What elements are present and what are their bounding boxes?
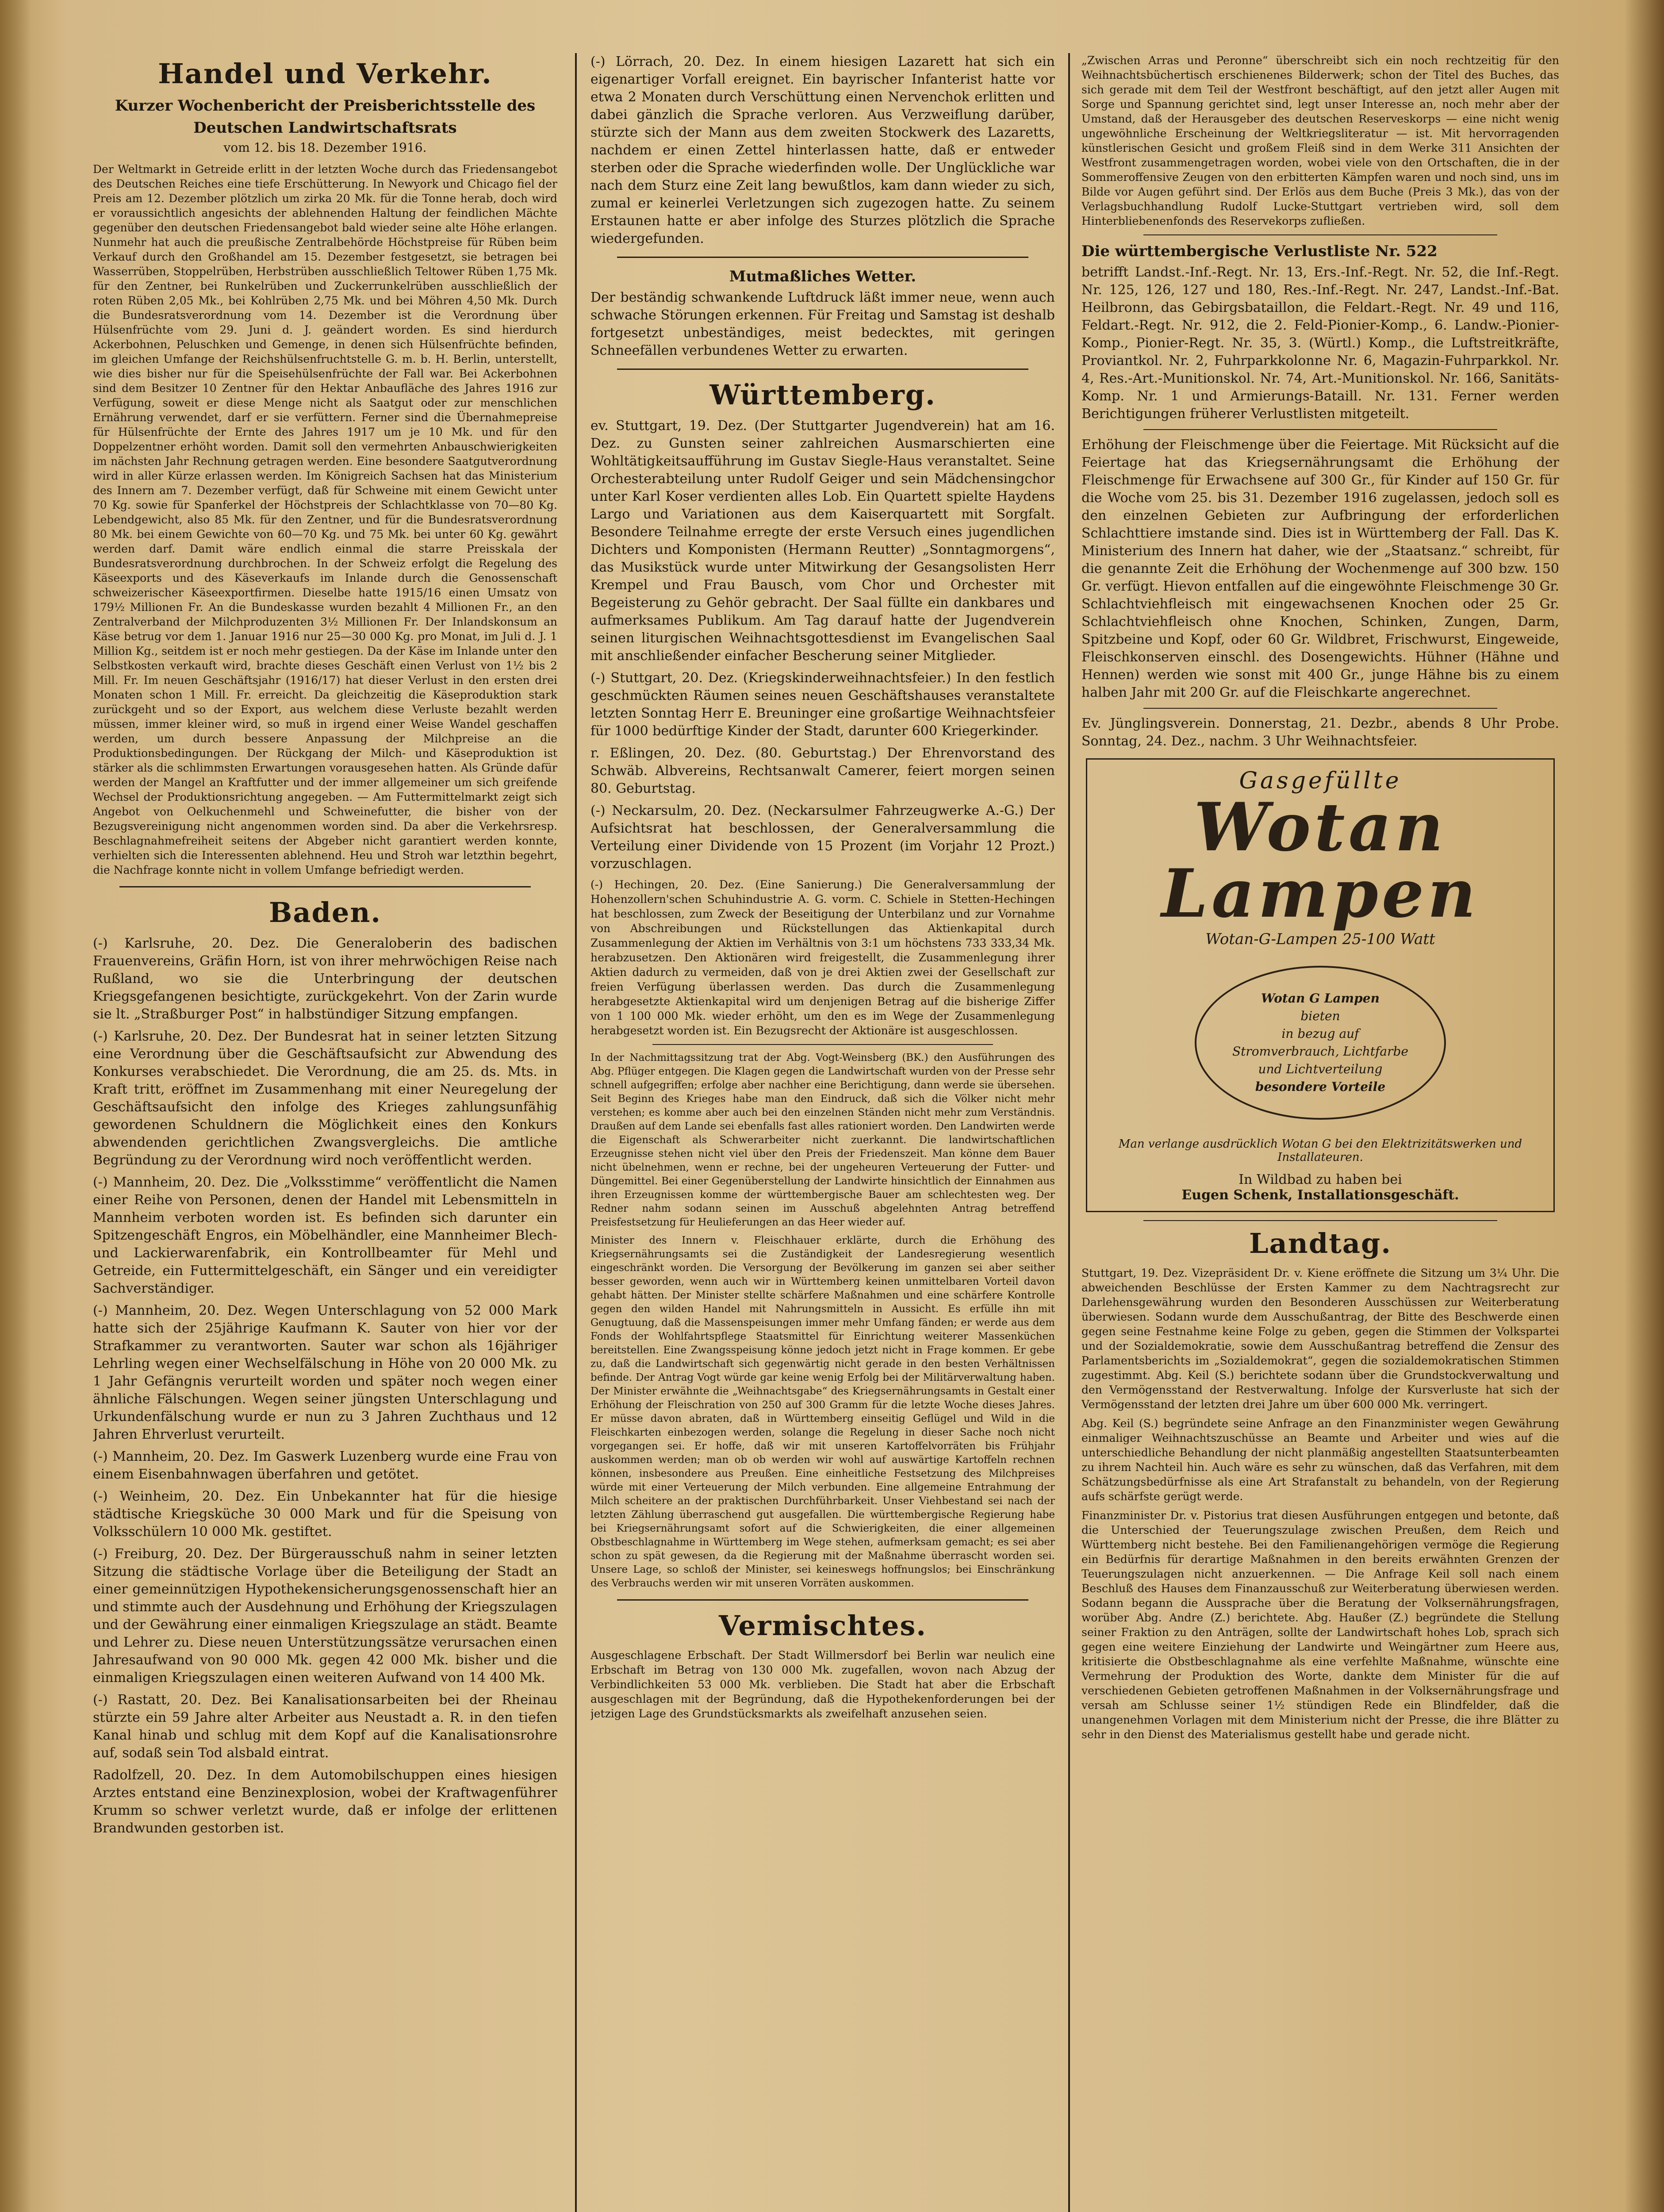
ad-oval-line-1: Wotan G Lampen [1261, 991, 1380, 1006]
weather-title: Mutmaßliches Wetter. [729, 268, 916, 285]
article-stuttgart-kriegskinder: (-) Stuttgart, 20. Dez. (Kriegskinderweihnachtsfeier.) In den festlich geschmückten Räumen seines neuen Geschäftshauses veranstaltete letzten Sonntag Herr E. Breuninger eine großartige Weihnachtsfeier für 1000 bedürftige Kinder der Stadt, darunter 600 Kriegerkinder. [590, 670, 1055, 739]
column-rule-1 [575, 53, 577, 2212]
article-landtag-1: Stuttgart, 19. Dez. Vizepräsident Dr. v. Kiene eröffnete die Sitzung um 3¼ Uhr. Die abweichenden Beschlüsse der Ersten Kammer zu dem Nachtragsrecht zur Darlehensgewährung wurden den Besonderen Ausschüssen zur Weiterberatung überwiesen. Sodann wurde dem Ausschußantrag, der Bitte des Beschwerde einen gegen seine Festnahme keine Folge zu geben, gegen die Stimmen der Volkspartei und der Sozialdemokratie, sowie dem Ausschußantrag betreffend die Zensur des Parlamentsberichts im „Sozialdemokrat“, gegen die sozialdemokratischen Stimmen zugestimmt. Abg. Keil (S.) berichtete sodann über die Grundstockverwaltung und den Vermögensstand der Restverwaltung. Infolge der Kursverluste hat sich der Vermögensstand der letzten drei Jahre um über 600 000 Mk. verringert. [1081, 1267, 1559, 1411]
article-rastatt: (-) Rastatt, 20. Dez. Bei Kanalisationsarbeiten bei der Rheinau stürzte ein 59 Jahre alter Arbeiter aus Neustadt a. R. in den tiefen Kanal hinab und schlug mit dem Kopf auf die Kanalisationsrohre auf, sodaß sein Tod alsbald eintrat. [93, 1692, 557, 1761]
ad-oval-line-3: in bezug auf [1281, 1026, 1359, 1041]
ad-footnote: Man verlange ausdrücklich Wotan G bei den Elektrizitätswerken und Installateuren. [1118, 1137, 1522, 1164]
section-title-wuerttemberg: Württemberg. [709, 379, 936, 411]
section-title-baden: Baden. [268, 896, 382, 929]
article-mannheim-3: (-) Mannheim, 20. Dez. Im Gaswerk Luzenberg wurde eine Frau von einem Eisenbahnwagen überfahren und getötet. [93, 1449, 557, 1482]
article-freiburg: (-) Freiburg, 20. Dez. Der Bürgerausschuß nahm in seiner letzten Sitzung die städtische Vorlage über die Beteiligung der Stadt an einer gemeinnützigen Hypothekensicherungsgenossenschaft hier an und stimmte auch der Ausdehnung und Erhöhung der Kriegszulagen und der Gewährung einer einmaligen Kriegszulage an städt. Beamte und Lehrer zu. Diese neuen Unterstützungssätze verursachen einen Jahresaufwand von 90 000 Mk. gegen 42 000 Mk. bisher und die einmaligen Kriegszulagen einen weiteren Aufwand von 14 400 Mk. [93, 1546, 557, 1686]
section-title-landtag: Landtag. [1249, 1227, 1392, 1260]
ad-brand-lampen: Lampen [1161, 855, 1480, 933]
divider [617, 369, 1028, 370]
report-subtitle-1: Kurzer Wochenbericht der Preisberichtsstelle des [115, 97, 536, 115]
article-fleischmenge: Erhöhung der Fleischmenge über die Feiertage. Mit Rücksicht auf die Feiertage hat das Kriegsernährungsamt die Erhöhung der Fleischmenge für Erwachsene auf 300 Gr., für Kinder auf 150 Gr. für die Woche vom 25. bis 31. Dezember 1916 zugelassen, jedoch soll es den einzelnen Gebieten zur Aufbringung der erforderlichen Schlachttiere imstande sind. Dies ist in Württemberg der Fall. Das K. Ministerium des Innern hat daher, wie der „Staatsanz.“ schreibt, für die genannte Zeit die Erhöhung der Wochenmenge auf 300 bzw. 150 Gr. verfügt. Hievon entfallen auf die eingewöhnte Fleischmenge 30 Gr. Schlachtviehfleisch mit eingewachsenen Knochen oder 25 Gr. Schlachtviehfleisch ohne Knochen, Schinken, Zungen, Darm, Spitzbeine und Kopf, oder 60 Gr. Wildbret, Frischwurst, Eingeweide, Fleischkonserven einschl. des Dosengewichts. Hühner (Hähne und Hennen) werden wie sonst mit 400 Gr., junge Hähne bis zu einem halben Jahr mit 200 Gr. auf die Fleischkarte angerechnet. [1081, 437, 1559, 700]
verlustliste-title: Die württembergische Verlustliste Nr. 522 [1081, 242, 1438, 260]
notice-juenglingsverein: Ev. Jünglingsverein. Donnerstag, 21. Dezbr., abends 8 Uhr Probe. Sonntag, 24. Dez., nachm. 3 Uhr Weihnachtsfeier. [1081, 716, 1559, 749]
column-2 [590, 53, 1055, 2212]
article-stuttgart-jugendverein: ev. Stuttgart, 19. Dez. (Der Stuttgarter Jugendverein) hat am 16. Dez. zu Gunsten seiner zahlreichen Ausmarschierten eine Wohltätigkeitsaufführung im Gustav Siegle-Haus veranstaltet. Seine Orchesterabteilung unter Rudolf Geiger und sein Mädchensingchor unter Karl Koser verdienten alles Lob. Ein Quartett spielte Haydens Largo und Variationen aus dem Kaiserquartett mit Sorgfalt. Besondere Teilnahme erregte der erste Versuch eines jugendlichen Dichters und Komponisten (Hermann Reutter) „Sonntagmorgens“, das Musikstück wurde unter Mitwirkung der Gesangsolisten Herr Krempel und Frau Bausch, vom Chor und Orchester mit Begeisterung zu Gehör gebracht. Der Saal füllte ein dankbares und aufmerksames Publikum. Am Tag darauf hatte der Jugendverein seinen liturgischen Weihnachtsgottesdienst im Evangelischen Saal mit anschließender einfacher Bescherung seiner Mitglieder. [590, 418, 1055, 664]
ad-tagline: Gasgefüllte [1239, 768, 1402, 794]
divider [119, 886, 531, 887]
article-neckarsulm: (-) Neckarsulm, 20. Dez. (Neckarsulmer Fahrzeugwerke A.-G.) Der Aufsichtsrat hat beschlossen, der Generalversammlung die Verteilung einer Dividende von 15 Prozent (im Vorjahr 12 Prozt.) vorzuschlagen. [590, 803, 1055, 872]
page-edge-left [0, 0, 31, 2212]
article-karlsruhe-2: (-) Karlsruhe, 20. Dez. Der Bundesrat hat in seiner letzten Sitzung eine Verordnung über die Geschäftsaufsicht zur Abwendung des Konkurses verabschiedet. Die Verordnung, die am 25. ds. Mts. in Kraft tritt, eröffnet im Zusammenhang mit einer Neuregelung der Geschäftsaufsicht den infolge des Krieges zahlungsunfähig gewordenen Schuldnern die Möglichkeit eines den Konkurs abwendenden gerichtlichen Zwangsvergleichs. Die amtliche Begründung zu der Verordnung wird noch veröffentlicht werden. [93, 1029, 557, 1168]
article-landtag-2: Abg. Keil (S.) begründete seine Anfrage an den Finanzminister wegen Gewährung einmaliger Weihnachtszuschüsse an Beamte und Arbeiter und wies auf die unterschiedliche Behandlung der nicht planmäßig angestellten Staatsunterbeamten zu ihrem Nachteil hin. Auch wäre es sehr zu wünschen, daß das Verfahren, mit dem Schätzungsbedürfnisse als eine Art Strafanstalt zu behandeln, von der Regierung aufs schärfste gerügt werde. [1081, 1417, 1559, 1503]
ad-oval-line-4: Stromverbrauch, Lichtfarbe [1232, 1044, 1408, 1059]
report-date-range: vom 12. bis 18. Dezember 1916. [223, 140, 427, 155]
ad-dealer: Eugen Schenk, Installationsgeschäft. [1181, 1187, 1459, 1203]
ad-oval-badge [1195, 966, 1446, 1120]
article-esslingen: r. Eßlingen, 20. Dez. (80. Geburtstag.) Der Ehrenvorstand des Schwäb. Albvereins, Rechtsanwalt Camerer, feiert morgen seinen 80. Geburtstag. [590, 745, 1055, 796]
article-erbschaft: Ausgeschlagene Erbschaft. Der Stadt Willmersdorf bei Berlin war neulich eine Erbschaft im Betrag von 130 000 Mk. zugefallen, wovon nach Abzug der Verbindlichkeiten 53 000 Mk. verblieben. Die Stadt hat aber die Erbschaft ausgeschlagen mit der Begründung, daß die Hypothekenforderungen bei der jetzigen Lage des Grundstücksmarkts als zweifelhaft anzusehen seien. [590, 1649, 1055, 1720]
article-karlsruhe-1: (-) Karlsruhe, 20. Dez. Die Generaloberin des badischen Frauenvereins, Gräfin Horn, ist von ihrer mehrwöchigen Reise nach Rußland, wo sie die Unterbringung der deutschen Kriegsgefangenen besichtigte, zurückgekehrt. Von der Zarin wurde sie lt. „Straßburger Post“ in halbstündiger Sitzung empfangen. [93, 936, 557, 1022]
divider [617, 257, 1028, 258]
ad-oval-line-5: und Lichtverteilung [1258, 1062, 1383, 1076]
article-minister-fleischhauer: Minister des Innern v. Fleischhauer erklärte, durch die Erhöhung des Kriegsernährungsamts sei die Zuständigkeit der Landesregierung wesentlich eingeschränkt worden. Die Versorgung der Bevölkerung im ganzen sei aber seither besser geworden, wenn auch wir in Württemberg keinen unmittelbaren Vorteil davon gehabt hätten. Der Minister stellte schärfere Maßnahmen und eine schärfere Kontrolle gegen den wilden Handel mit Nahrungsmitteln in Aussicht. Es erfülle ihn mit Genugtuung, daß die Massenspeisungen immer mehr Umfang fänden; er werde aus dem Fonds der Wohlfahrtspflege Staatsmittel für Einrichtung weiterer Massenküchen bereitstellen. Eine Zwangsspeisung könne jedoch jetzt nicht in Frage kommen. Er gebe zu, daß die Landwirtschaft sich gegenwärtig nicht gerade in den besten Verhältnissen befinde. Der Antrag Vogt würde gar keine wenig Erfolg bei der Militärverwaltung haben. Der Minister erwähnte die „Weihnachtsgabe“ des Kriegsernährungsamts in Gestalt einer Erhöhung der Fleischration von 250 auf 300 Gramm für die letzte Woche dieses Jahres. Er müsse davon abraten, daß in Württemberg einseitig Geflügel und Wild in die Fleischkarten einbezogen werden, solange die Regelung in dieser Sache noch nicht vorgegangen sei. Er hoffe, daß wir mit unseren Kartoffelvorräten bis Frühjahr auskommen werden; man ob ob werden wir wohl auf auswärtige Kartoffeln rechnen können, insbesondere aus Preußen. Eine einheitliche Festsetzung des Milchpreises würde mit einer Verteuerung der Milch verbunden. Eine allgemeine Entrahmung der Milch scheitere an der praktischen Durchführbarkeit. Unser Viehbestand sei nach der letzten Zählung überraschend gut ausgefallen. Die württembergische Regierung habe bei Kriegsernährungsamt sofort auf die Schwierigkeiten, die einer allgemeinen Obstbeschlagnahme in Württemberg im Wege stehen, aufmerksam gemacht; es sei aber schon zu spät gewesen, da die Regierung mit der Maßnahme überrascht worden sei. Unsere Lage, so schloß der Minister, sei keineswegs hoffnungslos; bei Einschränkung des Verbrauchs werden wir mit unseren Vorräten auskommen. [590, 1235, 1055, 1589]
wotan-lamp-advertisement [1086, 758, 1555, 1212]
column-rule-2 [1068, 53, 1070, 2212]
divider [1143, 1220, 1497, 1221]
divider [1143, 429, 1497, 430]
ad-location: In Wildbad zu haben bei [1238, 1172, 1402, 1187]
verlustliste-text: betrifft Landst.-Inf.-Regt. Nr. 13, Ers.-Inf.-Regt. Nr. 52, die Inf.-Regt. Nr. 125, 126, 127 und 180, Res.-Inf.-Regt. Nr. 247, Landst.-Inf.-Bat. Heilbronn, das Gebirgsbataillon, die Feldart.-Regt. Nr. 49 und 116, Feldart.-Regt. Nr. 912, die 2. Feld-Pionier-Komp., 6. Landw.-Pionier-Komp., Pionier-Regt. Nr. 35, 3. (Würtl.) Komp., die Luftstreitkräfte, Proviantkol. Nr. 2, Fuhrparkkolonne Nr. 6, Magazin-Fuhrparkkol. Nr. 4, Res.-Art.-Munitionskol. Nr. 74, Art.-Munitionskol. Nr. 166, Sanitäts-Komp. Nr. 1 und Armierungs-Bataill. Nr. 131. Ferner werden Berichtigungen früherer Verlustlisten mitgeteilt. [1081, 265, 1559, 422]
divider [1143, 234, 1497, 235]
divider [617, 1599, 1028, 1601]
ad-watt-line: Wotan-G-Lampen 25-100 Watt [1205, 930, 1435, 948]
article-radolfzell: Radolfzell, 20. Dez. In dem Automobilschuppen eines hiesigen Arztes entstand eine Benzinexplosion, wobei der Kraftwagenführer Krumm so schwer verletzt wurde, daß er infolge der erlittenen Brandwunden gestorben ist. [93, 1767, 557, 1836]
article-arras-peronne: „Zwischen Arras und Peronne“ überschreibt sich ein noch rechtzeitig für den Weihnachtsbüchertisch erschienenes Bilderwerk; schon der Titel des Buches, das sich gerade mit dem Teil der Westfront beschäftigt, auf den jetzt aller Augen mit Sorge und Spannung gerichtet sind, legt unser Interesse an, noch mehr aber der Umstand, daß der Herausgeber des deutschen Reserveskorps — eine nicht wenig ungewöhnliche Erscheinung der Weltkriegsliteratur — ist. Mit hervorragenden künstlerischen Gesicht und großem Fleiß sind in dem Werke 311 Ansichten der Westfront zusammengetragen worden, wobei viele von den Ortschaften, die in der Sommeroffensive Zeugen von den erbitterten Kämpfen waren und noch sind, uns im Bilde vor Augen geführt sind. Der Erlös aus dem Buche (Preis 3 Mk.), das von der Verlagsbuchhandlung Rudolf Lucke-Stuttgart vertrieben wird, soll dem Hinterbliebenenfonds des Reservekorps zufließen. [1081, 54, 1559, 227]
weather-text: Der beständig schwankende Luftdruck läßt immer neue, wenn auch schwache Störungen erkennen. Für Freitag und Samstag ist deshalb fortgesetzt unbeständiges, meist bedecktes, mit geringen Schneefällen verbundenes Wetter zu erwarten. [590, 290, 1055, 358]
ad-oval-line-6: besondere Vorteile [1255, 1079, 1386, 1094]
article-nachmittagssitzung: In der Nachmittagssitzung trat der Abg. Vogt-Weinsberg (BK.) den Ausführungen des Abg. Pflüger entgegen. Die Klagen gegen die Landwirtschaft wurden von der Presse sehr schnell aufgegriffen; erfolge aber nachher eine Berichtigung, dann werde sie übersehen. Seit Beginn des Krieges habe man den Eindruck, daß sich die Völker nicht mehr verstehen; es komme aber auch bei den einzelnen Ständen nicht mehr zum Verständnis. Draußen auf dem Lande sei ebenfalls fast alles rationiert worden. Den Landwirten werde die Eigenschaft als Schwerarbeiter nicht zuerkannt. Die landwirtschaftlichen Erzeugnisse stehen nicht viel über den Preis der Friedenszeit. Man könne dem Bauer nicht übelnehmen, wenn er rechne, bei der ungeheuren Verteuerung der Futter- und Düngemittel. Bei einer Gegenüberstellung der Landwirte hinsichtlich der Einnahmen aus ihren Erzeugnissen komme der württembergische Bauer am schlechtesten weg. Der Redner nahm sodann seinen im Ausschuß abgelehnten Antrag betreffend Preisfestsetzung für Heulieferungen an das Heer wieder auf. [590, 1052, 1055, 1228]
divider [1143, 708, 1497, 709]
column-1 [93, 53, 557, 2212]
section-title-handel: Handel und Verkehr. [158, 58, 492, 90]
section-title-vermischtes: Vermischtes. [719, 1609, 927, 1642]
page-edge-right [1624, 0, 1664, 2212]
article-mannheim-2: (-) Mannheim, 20. Dez. Wegen Unterschlagung von 52 000 Mark hatte sich der 25jährige Kaufmann K. Sauter von hier vor der Strafkammer zu verantworten. Sauter war schon als 16jähriger Lehrling wegen einer Wechselfälschung in Höhe von 20 000 Mk. zu 1 Jahr Gefängnis verurteilt worden und später noch wegen einer ähnliche Fälschungen. Wegen seiner jüngsten Unterschlagung und Urkundenfälschung wurde er nun zu 3 Jahren Zuchthaus und 12 Jahren Ehrverlust verurteilt. [93, 1303, 557, 1442]
column-3 [1081, 53, 1559, 2212]
article-weinheim: (-) Weinheim, 20. Dez. Ein Unbekannter hat für die hiesige städtische Kriegsküche 30 000 Mark und für die Speisung von Volksschülern 10 000 Mk. gestiftet. [93, 1489, 557, 1540]
divider [652, 1044, 993, 1045]
article-weltmarkt: Der Weltmarkt in Getreide erlitt in der letzten Woche durch das Friedensangebot des Deutschen Reiches eine tiefe Erschütterung. In Newyork und Chicago fiel der Preis am 12. Dezember plötzlich um zirka 20 Mk. für die Tonne herab, doch wird er voraussichtlich angesichts der ablehnenden Haltung der feindlichen Mächte gegenüber den deutschen Friedensangebot bald wieder seine alte Höhe erlangen. Nunmehr hat auch die preußische Zentralbehörde Höchstpreise für Rüben beim Verkauf durch den Großhandel am 15. Dezember festgesetzt, sie betragen bei Wasserrüben, Stoppelrüben, Herbstrüben ausschließlich Teltower Rüben 1,75 Mk. für den Zentner, bei Runkelrüben und Zuckerrunkelrüben ausschließlich der roten Rüben 2,05 Mk., bei Kohlrüben 2,75 Mk. und bei Möhren 4,50 Mk. Durch die Bundesratsverordnung vom 14. Dezember ist die Verordnung über Hülsenfrüchte vom 29. Juni d. J. geändert worden. Es sind hierdurch Ackerbohnen, Peluschken und Gemenge, in denen sich Hülsenfrüchte befinden, im gleichen Umfange der Reichshülsenfruchtstelle G. m. b. H. Berlin, unterstellt, wie dies bisher nur für die Speisehülsenfrüchte der Fall war. Bei Ackerbohnen sind dem Besitzer 10 Zentner für den Hektar Anbaufläche des Jahres 1916 zur Verfügung, soweit er diese Menge nicht als Saatgut oder zur menschlichen Ernährung verwendet, darf er sie verfüttern. Ferner sind die Übernahmepreise für Hülsenfrüchte der Ernte des Jahres 1917 um je 10 Mk. und für den Doppelzentner erhöht worden. Damit soll den vermehrten Anbauschwierigkeiten im nächsten Jahr Rechnung getragen werden. Eine besondere Saatgutverordnung wird in aller Kürze erlassen werden. Im Königreich Sachsen hat das Ministerium des Innern am 7. Dezember verfügt, daß für Schweine mit einem Gewicht unter 70 Kg. sowie für Spanferkel der Höchstpreis der Schlachtklasse von 70—80 Kg. Lebendgewicht, also 85 Mk. für den Zentner, und für die Bundesratsverordnung 80 Mk. bei einem Gewichte von 60—70 Kg. und 75 Mk. bei unter 60 Kg. gewährt werden darf. Damit wäre endlich einmal die starre Preisskala der Bundesratsverordnung durchbrochen. In der Schweiz erfolgt die Regelung des Käseexports und des Käseverkaufs im Inlande durch die Genossenschaft schweizerischer Käseexportfirmen. Dieselbe hatte 1915/16 einen Umsatz von 179½ Millionen Fr. An die Bundeskasse wurden bezahlt 4 Millionen Fr., an den Zentralverband der Milchproduzenten 3½ Millionen Fr. Der Inlandskonsum an Käse betrug vor dem 1. Januar 1916 nur 25—30 000 Kg. pro Monat, im Juli d. J. 1 Million Kg., seitdem ist er noch mehr gestiegen. Da der Käse im Inlande unter den Selbstkosten verkauft wird, brachte dieses Geschäft einen Verlust von 1½ bis 2 Mill. Fr. Im neuen Geschäftsjahr (1916/17) hat dieser Verlust in den ersten drei Monaten schon 1 Mill. Fr. erreicht. Da gleichzeitig die Käseproduktion stark zurückgeht und so der Export, aus welchem diese Verluste bezahlt werden müssen, immer kleiner wird, so muß in irgend einer Weise Wandel geschaffen werden, um durch bessere Anpassung der Milchpreise an die Produktionsbedingungen. Der Rückgang der Milch- und Käseproduktion ist stärker als die schlimmsten Erwartungen vorausgesehen hatten. Als Gründe dafür werden der Mangel an Kraftfutter und der immer allgemeiner um sich greifende Wechsel der Produktionsrichtung angegeben. — Am Futtermittelmarkt zeigt sich Angebot von Oelkuchenmehl und Schweinefutter, die bisher von der Bezugsvereinigung nicht angenommen worden sind. Da aber die Verkehrsresp. Beschlagnahmefreiheit seitens der Abgeber nicht garantiert werden konnte, verhielten sich die Interessenten ablehnend. Heu und Stroh war letzthin begehrt, die Nachfrage konnte nicht in vollem Umfange befriedigt werden. [93, 163, 557, 876]
article-hechingen: (-) Hechingen, 20. Dez. (Eine Sanierung.) Die Generalversammlung der Hohenzollern'schen Schuhindustrie A. G. vorm. C. Schiele in Stetten-Hechingen hat beschlossen, zum Zweck der Beseitigung der Unterbilanz und zur Vornahme von Abschreibungen und Rückstellungen das Aktienkapital durch Zusammenlegung der Aktien im Verhältnis von 3:1 um höchstens 733 333,34 Mk. herabzusetzen. Den Aktionären wird freigestellt, die Zusammenlegung ihrer Aktien dadurch zu vermeiden, daß von je drei Aktien zwei der Gesellschaft zur freien Verfügung überlassen werden. Das durch die Zusammenlegung herabgesetzte Aktienkapital wird um denjenigen Betrag auf die bisherige Ziffer von 1 100 000 Mk. wieder erhöht, um den es im Wege der Zusammenlegung herabgesetzt worden ist. Ein Bezugsrecht der Aktionäre ist ausgeschlossen. [590, 878, 1055, 1037]
ad-brand-wotan: Wotan [1194, 788, 1447, 866]
article-loerrach: (-) Lörrach, 20. Dez. In einem hiesigen Lazarett hat sich ein eigenartiger Vorfall ereignet. Ein bayrischer Infanterist hatte vor etwa 2 Monaten durch Verschüttung einen Nervenchok erlitten und dabei gänzlich die Sprache verloren. Aus Verzweiflung darüber, stürzte sich der Mann aus dem zweiten Stockwerk des Lazaretts, nachdem er einen Zettel hinterlassen hatte, daß er entweder sterben oder die Sprache wiederfinden wolle. Der Unglückliche war nach dem Sturz eine Zeit lang bewußtlos, kam dann wieder zu sich, zumal er keinerlei Verletzungen sich zugezogen hatte. Zu seinem Erstaunen hatte er aber infolge des Sturzes plötzlich die Sprache wiedergefunden. [590, 54, 1055, 246]
ad-oval-line-2: bieten [1300, 1009, 1340, 1023]
article-landtag-3: Finanzminister Dr. v. Pistorius trat diesen Ausführungen entgegen und betonte, daß die Unterschied der Teuerungszulage zwischen Preußen, dem Reich und Württemberg nicht bestehe. Bei den Familienangehörigen vermöge die Regierung ein Bedürfnis für derartige Maßnahmen in den bereits erwähnten Grenzen der Teuerungszulagen nicht anzuerkennen. — Die Anfrage Keil soll nach einem Beschluß des Hauses dem Finanzausschuß zur Weiterberatung überwiesen werden. Sodann begann die Aussprache über die Beratung der Volksernährungsfragen, worüber Abg. Andre (Z.) berichtete. Abg. Haußer (Z.) begründete die Stellung seiner Fraktion zu den Anträgen, sollte der Landwirtschaft hohes Lob, sprach sich gegen eine weitere Einziehung der Landwirte und Weingärtner zum Heere aus, kritisierte die Obstbeschlagnahme als eine verfehlte Maßnahme, wünschte eine Vermehrung der Produktion des Worte, dankte dem Minister für die auf verschiedenen Gebieten getroffenen Maßnahmen in der Volksernährungsfrage und versah am Schlusse seiner 1½ stündigen Rede ein Blindfelder, daß die unangenehmen Vorlagen mit dem Ministerium nicht der Presse, die ihre Blätter zu sehr in den Dienst des Materialismus gestellt habe und gerade nicht. [1081, 1509, 1559, 1741]
article-mannheim-1: (-) Mannheim, 20. Dez. Die „Volksstimme“ veröffentlicht die Namen einer Reihe von Personen, denen der Handel mit Lebensmitteln in Mannheim verboten worden ist. Es befinden sich darunter ein Spitzengeschäft Engros, ein Möbelhändler, eine Mannheimer Blech- und Lackierwarenfabrik, ein Kontrollbeamter für Mehl und Getreide, ein Futtermittelgeschäft, ein Sänger und ein vereidigter Sachverständiger. [93, 1175, 557, 1296]
report-subtitle-2: Deutschen Landwirtschaftsrats [193, 119, 457, 137]
